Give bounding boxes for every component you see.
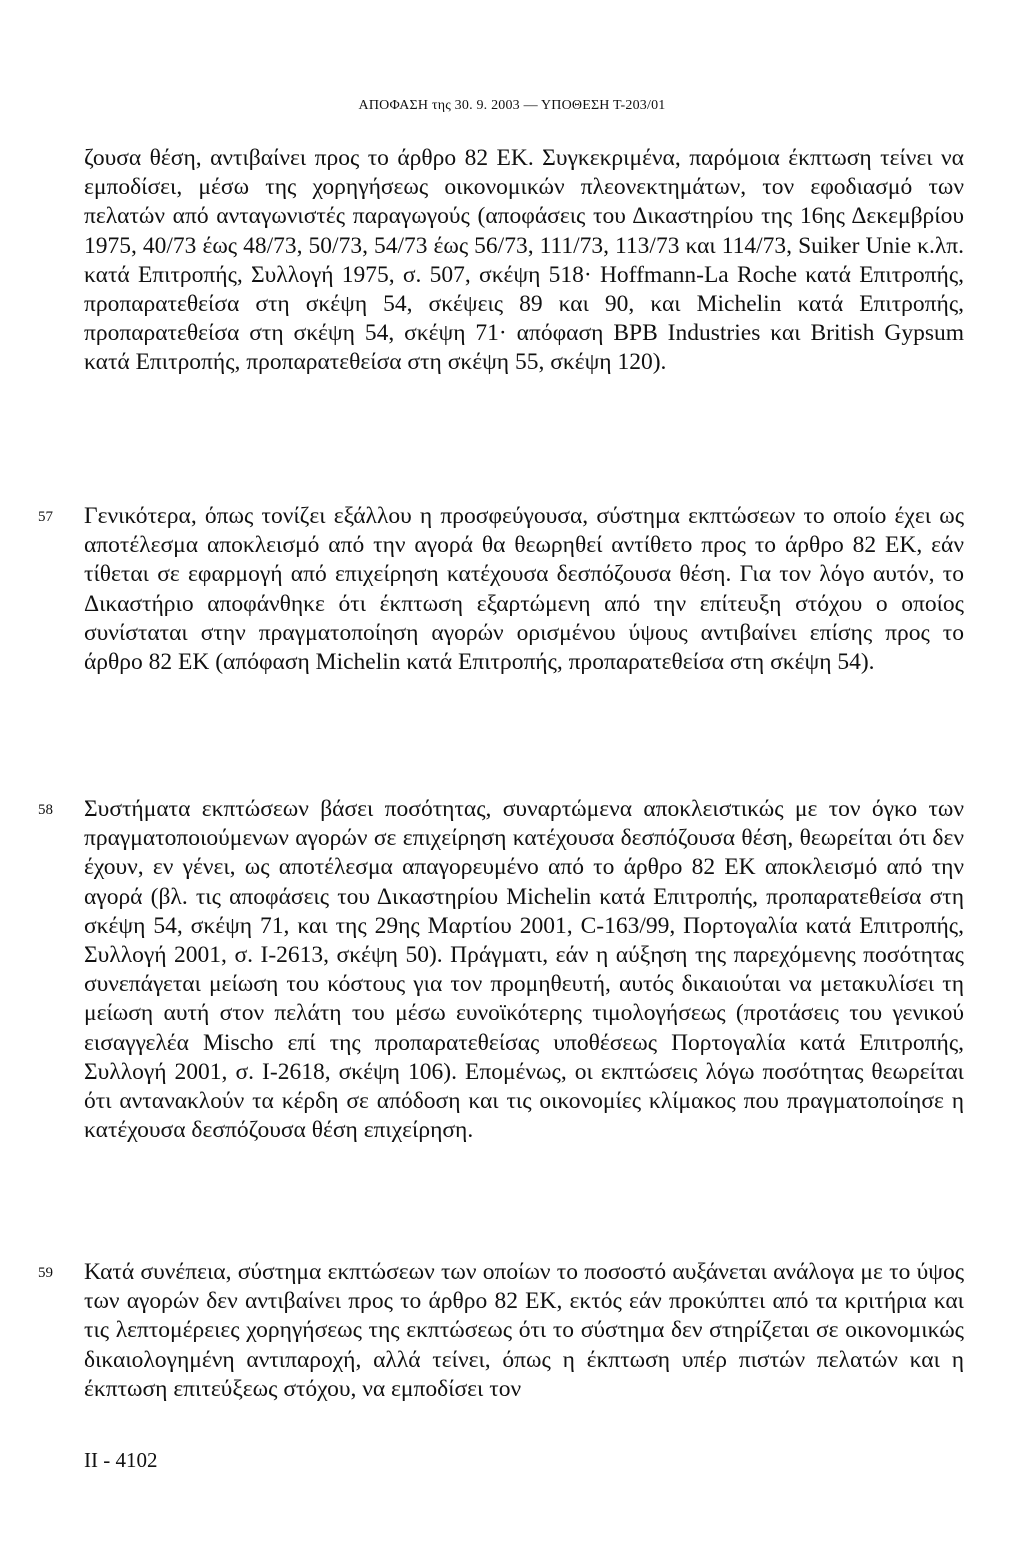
paragraph-number-58: 58 — [38, 802, 53, 818]
page-number: II - 4102 — [84, 1448, 158, 1472]
paragraph-number-59: 59 — [38, 1265, 53, 1281]
paragraph-continued: ζουσα θέση, αντιβαίνει προς το άρθρο 82 ΕΚ. Συγκεκριμένα, παρόμοια έκπτωση τείνει να εμποδίσει, μέσω της χορηγήσεως οικονομικών πλεονεκτημάτων, τον εφοδιασμό των πελατών από ανταγωνιστές παραγωγούς (αποφάσεις του Δικαστηρίου της 16ης Δεκεμβρίου 1975, 40/73 έως 48/73, 50/73, 54/73 έως 56/73, 111/73, 113/73 και 114/73, Suiker Unie κ.λπ. κατά Επιτροπής, Συλλογή 1975, σ. 507, σκέψη 518· Hoffmann-La Roche κατά Επιτροπής, προπαρατεθείσα στη σκέψη 54, σκέψεις 89 και 90, και Michelin κατά Επιτροπής, προπαρατεθείσα στη σκέψη 54, σκέψη 71· απόφαση BPB Industries και British Gypsum κατά Επιτροπής, προπαρατεθείσα στη σκέψη 55, σκέψη 120). — [84, 145, 964, 376]
paragraph-57: Γενικότερα, όπως τονίζει εξάλλου η προσφεύγουσα, σύστημα εκπτώσεων το οποίο έχει ως αποτέλεσμα αποκλεισμό από την αγορά θα θεωρηθεί αντίθετο προς το άρθρο 82 ΕΚ, εάν τίθεται σε εφαρμογή από επιχείρηση κατέχουσα δεσπόζουσα θέση. Για τον λόγο αυτόν, το Δικαστήριο αποφάνθηκε ότι έκπτωση εξαρτώμενη από την επίτευξη στόχου ο οποίος συνίσταται στην πραγματοποίηση αγορών ορισμένου ύψους αντιβαίνει επίσης προς το άρθρο 82 ΕΚ (απόφαση Michelin κατά Επιτροπής, προπαρατεθείσα στη σκέψη 54). — [84, 503, 964, 676]
paragraph-number-57: 57 — [38, 509, 53, 525]
running-header: ΑΠΟΦΑΣΗ της 30. 9. 2003 — ΥΠΟΘΕΣΗ Τ-203/01 — [358, 98, 666, 113]
paragraph-58: Συστήματα εκπτώσεων βάσει ποσότητας, συναρτώμενα αποκλειστικώς με τον όγκο των πραγματοποιούμενων αγορών σε επιχείρηση κατέχουσα δεσπόζουσα θέση, θεωρείται ότι δεν έχουν, εν γένει, ως αποτέλεσμα απαγορευμένο από το άρθρο 82 ΕΚ αποκλεισμό από την αγορά (βλ. τις αποφάσεις του Δικαστηρίου Michelin κατά Επιτροπής, προπαρατεθείσα στη σκέψη 54, σκέψη 71, και της 29ης Μαρτίου 2001, C-163/99, Πορτογαλία κατά Επιτροπής, Συλλογή 2001, σ. I-2613, σκέψη 50). Πράγματι, εάν η αύξηση της παρεχόμενης ποσότητας συνεπάγεται μείωση του κόστους για τον προμηθευτή, αυτός δικαιούται να μετακυλίσει τη μείωση αυτή στον πελάτη του μέσω ευνοϊκότερης τιμολογήσεως (προτάσεις του γενικού εισαγγελέα Mischo επί της προπαρατεθείσας υποθέσεως Πορτογαλία κατά Επιτροπής, Συλλογή 2001, σ. I-2618, σκέψη 106). Επομένως, οι εκπτώσεις λόγω ποσότητας θεωρείται ότι αντανακλούν τα κέρδη σε απόδοση και τις οικονομίες κλίμακος που πραγματοποίησε η κατέχουσα δεσπόζουσα θέση επιχείρηση. — [84, 796, 964, 1144]
paragraph-59: Κατά συνέπεια, σύστημα εκπτώσεων των οποίων το ποσοστό αυξάνεται ανάλογα με το ύψος των αγορών δεν αντιβαίνει προς το άρθρο 82 ΕΚ, εκτός εάν προκύπτει από τα κριτήρια και τις λεπτομέρειες χορηγήσεως της εκπτώσεως ότι το σύστημα δεν στηρίζεται σε οικονομικώς δικαιολογημένη αντιπαροχή, αλλά τείνει, όπως η έκπτωση υπέρ πιστών πελατών και η έκπτωση επιτεύξεως στόχου, να εμποδίσει τον — [84, 1259, 964, 1402]
